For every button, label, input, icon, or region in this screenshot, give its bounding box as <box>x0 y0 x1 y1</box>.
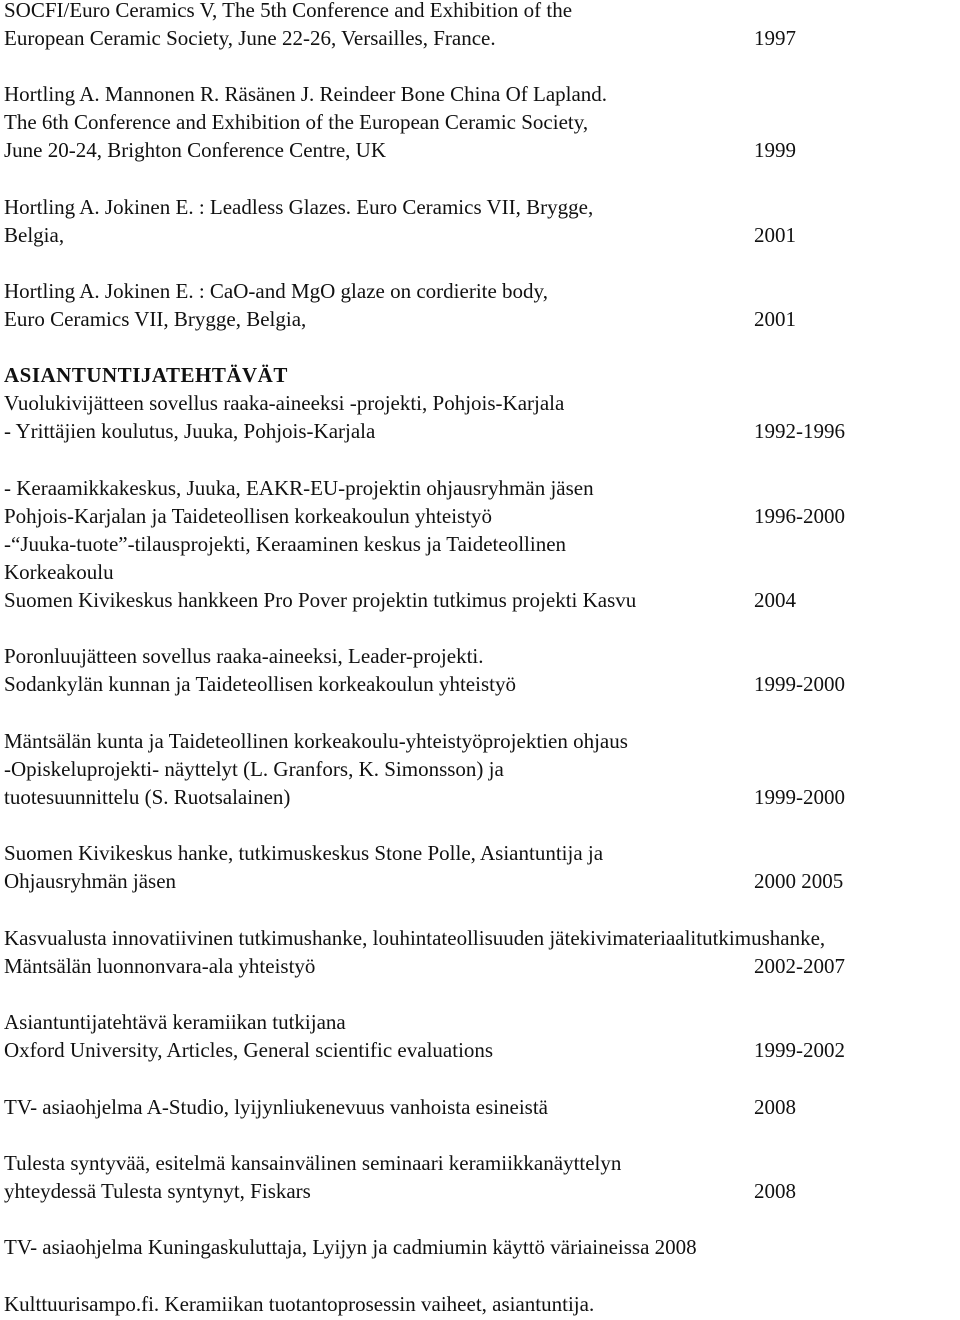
text-line: - Keraamikkakeskus, Juuka, EAKR-EU-projektin ohjausryhmän jäsen <box>4 476 594 500</box>
year-label: 2001 <box>754 223 796 247</box>
text-line: Hortling A. Jokinen E. : CaO-and MgO glaze on cordierite body, <box>4 279 548 303</box>
text-line: Ohjausryhmän jäsen <box>4 869 177 893</box>
year-label: 1999-2000 <box>754 785 845 809</box>
text-line: yhteydessä Tulesta syntynyt, Fiskars <box>4 1179 311 1203</box>
text-line: European Ceramic Society, June 22-26, Versailles, France. <box>4 26 496 50</box>
text-line: Oxford University, Articles, General scientific evaluations <box>4 1038 494 1062</box>
year-label: 1992-1996 <box>754 419 845 443</box>
year-label: 1999 <box>754 138 796 162</box>
text-line: Korkeakoulu <box>4 560 114 584</box>
text-line: Vuolukivijätteen sovellus raaka-aineeksi -projekti, Pohjois-Karjala <box>4 391 565 415</box>
year-label: 2001 <box>754 307 796 331</box>
year-label: 1996-2000 <box>754 504 845 528</box>
text-line: SOCFI/Euro Ceramics V, The 5th Conference and Exhibition of the <box>4 0 573 22</box>
year-label: 2008 <box>754 1179 796 1203</box>
text-line: Mäntsälän luonnonvara-ala yhteistyö <box>4 954 316 978</box>
year-label: 2004 <box>754 588 796 612</box>
text-line: Pohjois-Karjalan ja Taideteollisen korkeakoulun yhteistyö <box>4 504 493 528</box>
text-line: Hortling A. Mannonen R. Räsänen J. Reindeer Bone China Of Lapland. <box>4 82 608 106</box>
text-line: - Yrittäjien koulutus, Juuka, Pohjois-Karjala <box>4 419 376 443</box>
text-line: June 20-24, Brighton Conference Centre, UK <box>4 138 386 162</box>
text-line: TV- asiaohjelma A-Studio, lyijynliukenevuus vanhoista esineistä <box>4 1095 548 1119</box>
text-line: Poronluujätteen sovellus raaka-aineeksi, Leader-projekti. <box>4 644 484 668</box>
text-line: Suomen Kivikeskus hanke, tutkimuskeskus Stone Polle, Asiantuntija ja <box>4 841 604 865</box>
text-line: -Opiskeluprojekti- näyttelyt (L. Granfors, K. Simonsson) ja <box>4 757 504 781</box>
text-line: Mäntsälän kunta ja Taideteollinen korkeakoulu-yhteistyöprojektien ohjaus <box>4 729 628 753</box>
text-line: Kulttuurisampo.fi. Keramiikan tuotantoprosessin vaiheet, asiantuntija. <box>4 1292 595 1316</box>
text-line: Suomen Kivikeskus hankkeen Pro Pover projektin tutkimus projekti Kasvu <box>4 588 637 612</box>
text-line: tuotesuunnittelu (S. Ruotsalainen) <box>4 785 291 809</box>
text-line: Hortling A. Jokinen E. : Leadless Glazes. Euro Ceramics VII, Brygge, <box>4 195 594 219</box>
year-label: 2008 <box>754 1095 796 1119</box>
text-line: -“Juuka-tuote”-tilausprojekti, Keraaminen keskus ja Taideteollinen <box>4 532 567 556</box>
text-line: Tulesta syntyvää, esitelmä kansainvälinen seminaari keramiikkanäyttelyn <box>4 1151 622 1175</box>
text-line: TV- asiaohjelma Kuningaskuluttaja, Lyijyn ja cadmiumin käyttö väriaineissa 2008 <box>4 1235 697 1259</box>
year-label: 1997 <box>754 26 796 50</box>
text-line: Asiantuntijatehtävä keramiikan tutkijana <box>4 1010 346 1034</box>
text-line: The 6th Conference and Exhibition of the European Ceramic Society, <box>4 110 589 134</box>
year-label: 1999-2002 <box>754 1038 845 1062</box>
text-line: Belgia, <box>4 223 65 247</box>
year-label: 1999-2000 <box>754 672 845 696</box>
year-label: 2002-2007 <box>754 954 845 978</box>
text-line: Kasvualusta innovatiivinen tutkimushanke, louhintateollisuuden jätekivimateriaalitutkimushanke, <box>4 926 826 950</box>
section-heading: ASIANTUNTIJATEHTÄVÄT <box>4 363 288 387</box>
text-line: Sodankylän kunnan ja Taideteollisen korkeakoulun yhteistyö <box>4 672 516 696</box>
text-line: Euro Ceramics VII, Brygge, Belgia, <box>4 307 307 331</box>
year-label: 2000 2005 <box>754 869 844 893</box>
